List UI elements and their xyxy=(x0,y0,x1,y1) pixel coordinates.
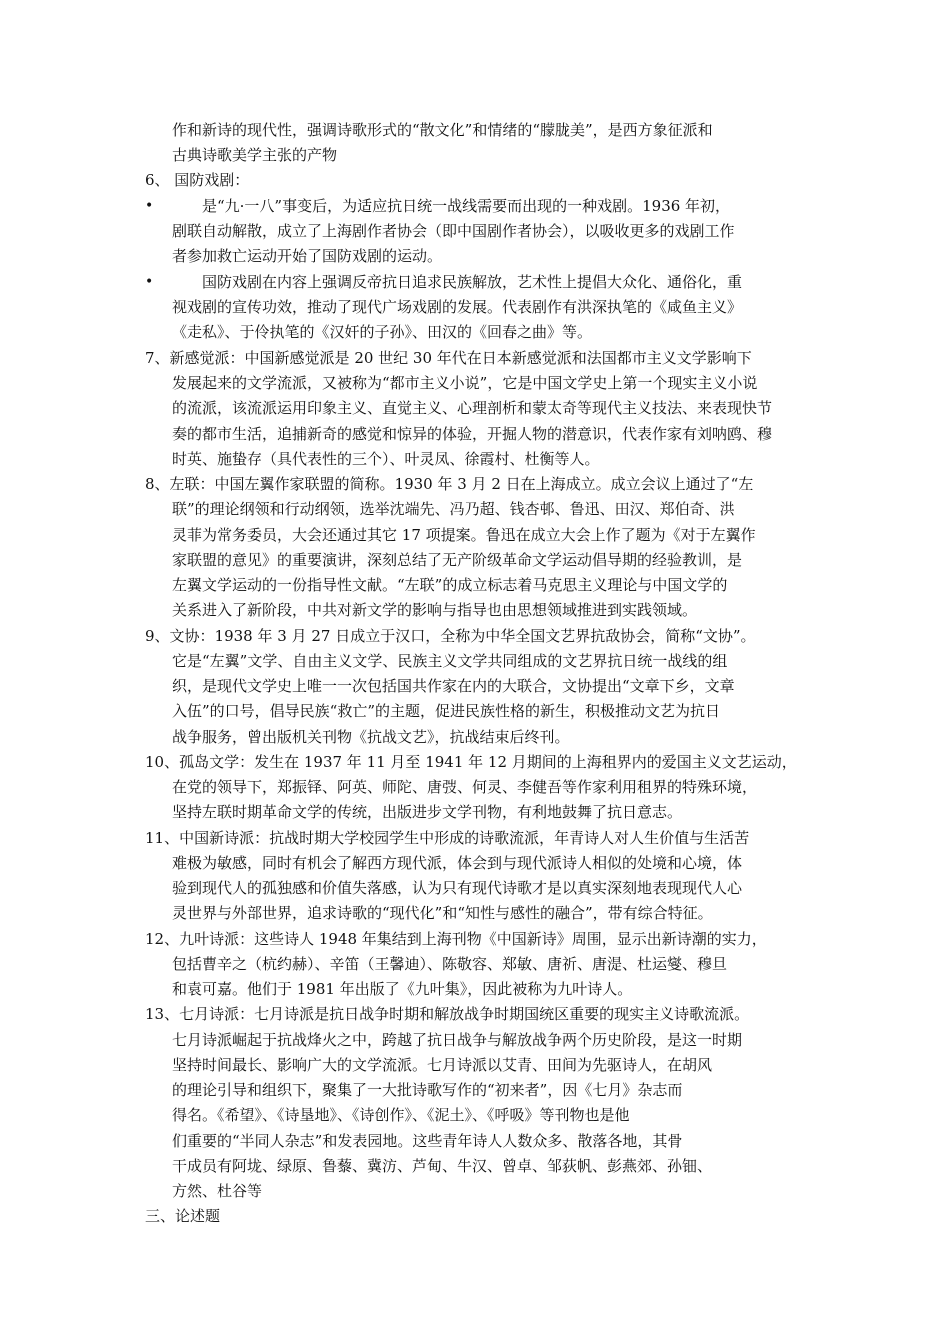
text-line: 和袁可嘉。他们于 1981 年出版了《九叶集》，因此被称为九叶诗人。 xyxy=(172,980,633,998)
text-line: 7、新感觉派：中国新感觉派是 20 世纪 30 年代在日本新感觉派和法国都市主义文学影响下 xyxy=(145,349,752,367)
section-heading-3: 三、论述题 xyxy=(145,1207,221,1225)
text-line: 8、左联：中国左翼作家联盟的简称。1930 年 3 月 2 日在上海成立。成立会议上通过了“左 xyxy=(145,475,754,493)
bullet-marker: • xyxy=(145,274,154,290)
text-line: 古典诗歌美学主张的产物 xyxy=(172,146,338,164)
text-line: 方然、杜谷等 xyxy=(172,1182,263,1200)
text-line: 难极为敏感，同时有机会了解西方现代派，体会到与现代派诗人相似的处境和心境，体 xyxy=(172,854,743,872)
text-line: 入伍”的口号，倡导民族“救亡”的主题，促进民族性格的新生，积极推动文艺为抗日 xyxy=(172,702,721,720)
text-line: 们重要的“半同人杂志”和发表园地。这些青年诗人人数众多、散落各地，其骨 xyxy=(172,1132,683,1150)
text-line: 作和新诗的现代性，强调诗歌形式的“散文化”和情绪的“朦胧美”，是西方象征派和 xyxy=(172,121,713,139)
text-line: 者参加救亡运动开始了国防戏剧的运动。 xyxy=(172,247,443,265)
text-line: 灵世界与外部世界，追求诗歌的“现代化”和“知性与感性的融合”，带有综合特征。 xyxy=(172,904,713,922)
text-line: 10、孤岛文学：发生在 1937 年 11 月至 1941 年 12 月期间的上海租界内的爱国主义文艺运动， xyxy=(145,753,797,771)
text-line: 时英、施蛰存（具代表性的三个）、叶灵凤、徐霞村、杜衡等人。 xyxy=(172,450,600,468)
text-line: 坚持左联时期革命文学的传统，出版进步文学刊物，有利地鼓舞了抗日意志。 xyxy=(172,803,683,821)
text-line: 剧联自动解散，成立了上海剧作者协会（即中国剧作者协会），以吸收更多的戏剧工作 xyxy=(172,222,735,240)
text-line: 11、中国新诗派：抗战时期大学校园学生中形成的诗歌流派，年青诗人对人生价值与生活苦 xyxy=(145,829,750,847)
text-line: 它是“左翼”文学、自由主义文学、民族主义文学共同组成的文艺界抗日统一战线的组 xyxy=(172,652,728,670)
text-line: 的流派，该流派运用印象主义、直觉主义、心理剖析和蒙太奇等现代主义技法、来表现快节 xyxy=(172,399,773,417)
text-line: 联”的理论纲领和行动纲领，选举沈端先、冯乃超、钱杏邨、鲁迅、田汉、郑伯奇、洪 xyxy=(172,500,735,518)
text-line: 得名。《希望》、《诗垦地》、《诗创作》、《泥土》、《呼吸》等刊物也是他 xyxy=(172,1106,630,1124)
section-heading-6: 6、 国防戏剧： xyxy=(145,171,250,189)
text-line: 灵菲为常务委员，大会还通过其它 17 项提案。鲁迅在成立大会上作了题为《对于左翼作 xyxy=(172,526,756,544)
text-line: 的理论引导和组织下，聚集了一大批诗歌写作的“初来者”，因《七月》杂志而 xyxy=(172,1081,683,1099)
text-line: 奏的都市生活，追捕新奇的感觉和惊异的体验，开掘人物的潜意识，代表作家有刘呐鸥、穆 xyxy=(172,425,773,443)
text-line: 战争服务，曾出版机关刊物《抗战文艺》，抗战结束后终刊。 xyxy=(172,728,570,746)
text-line: 发展起来的文学流派，又被称为“都市主义小说”，它是中国文学史上第一个现实主义小说 xyxy=(172,374,758,392)
text-line: 国防戏剧在内容上强调反帝抗日追求民族解放，艺术性上提倡大众化、通俗化，重 xyxy=(202,273,743,291)
text-line: 13、七月诗派：七月诗派是抗日战争时期和解放战争时期国统区重要的现实主义诗歌流派。 xyxy=(145,1005,750,1023)
text-line: 七月诗派崛起于抗战烽火之中，跨越了抗日战争与解放战争两个历史阶段，是这一时期 xyxy=(172,1031,743,1049)
text-line: 12、九叶诗派：这些诗人 1948 年集结到上海刊物《中国新诗》周围，显示出新诗潮的实力， xyxy=(145,930,767,948)
text-line: 9、文协：1938 年 3 月 27 日成立于汉口，全称为中华全国文艺界抗敌协会，简称“文协”。 xyxy=(145,627,756,645)
text-line: 验到现代人的孤独感和价值失落感，认为只有现代诗歌才是以真实深刻地表现现代人心 xyxy=(172,879,743,897)
text-line: 包括曹辛之（杭约赫）、辛笛（王馨迪）、陈敬容、郑敏、唐祈、唐湜、杜运燮、穆旦 xyxy=(172,955,728,973)
text-line: 左翼文学运动的一份指导性文献。“左联”的成立标志着马克思主义理论与中国文学的 xyxy=(172,576,728,594)
text-line: 是“九·一八”事变后，为适应抗日统一战线需要而出现的一种戏剧。1936 年初， xyxy=(202,197,731,215)
text-line: 坚持时间最长、影响广大的文学流派。七月诗派以艾青、田间为先驱诗人，在胡风 xyxy=(172,1056,713,1074)
text-line: 视戏剧的宣传功效，推动了现代广场戏剧的发展。代表剧作有洪深执笔的《咸鱼主义》 xyxy=(172,298,743,316)
text-line: 《走私》、于伶执笔的《汉奸的子孙》、田汉的《回春之曲》等。 xyxy=(172,323,593,341)
text-line: 家联盟的意见》的重要演讲，深刻总结了无产阶级革命文学运动倡导期的经验教训，是 xyxy=(172,551,743,569)
bullet-marker: • xyxy=(145,198,154,214)
text-line: 在党的领导下，郑振铎、阿英、师陀、唐弢、何灵、李健吾等作家利用租界的特殊环境， xyxy=(172,778,758,796)
text-line: 织，是现代文学史上唯一一次包括国共作家在内的大联合，文协提出“文章下乡，文章 xyxy=(172,677,735,695)
text-line: 干成员有阿垅、绿原、鲁藜、冀汸、芦甸、牛汉、曾卓、邹荻帆、彭燕郊、孙钿、 xyxy=(172,1157,713,1175)
text-line: 关系进入了新阶段，中共对新文学的影响与指导也由思想领域推进到实践领域。 xyxy=(172,601,698,619)
